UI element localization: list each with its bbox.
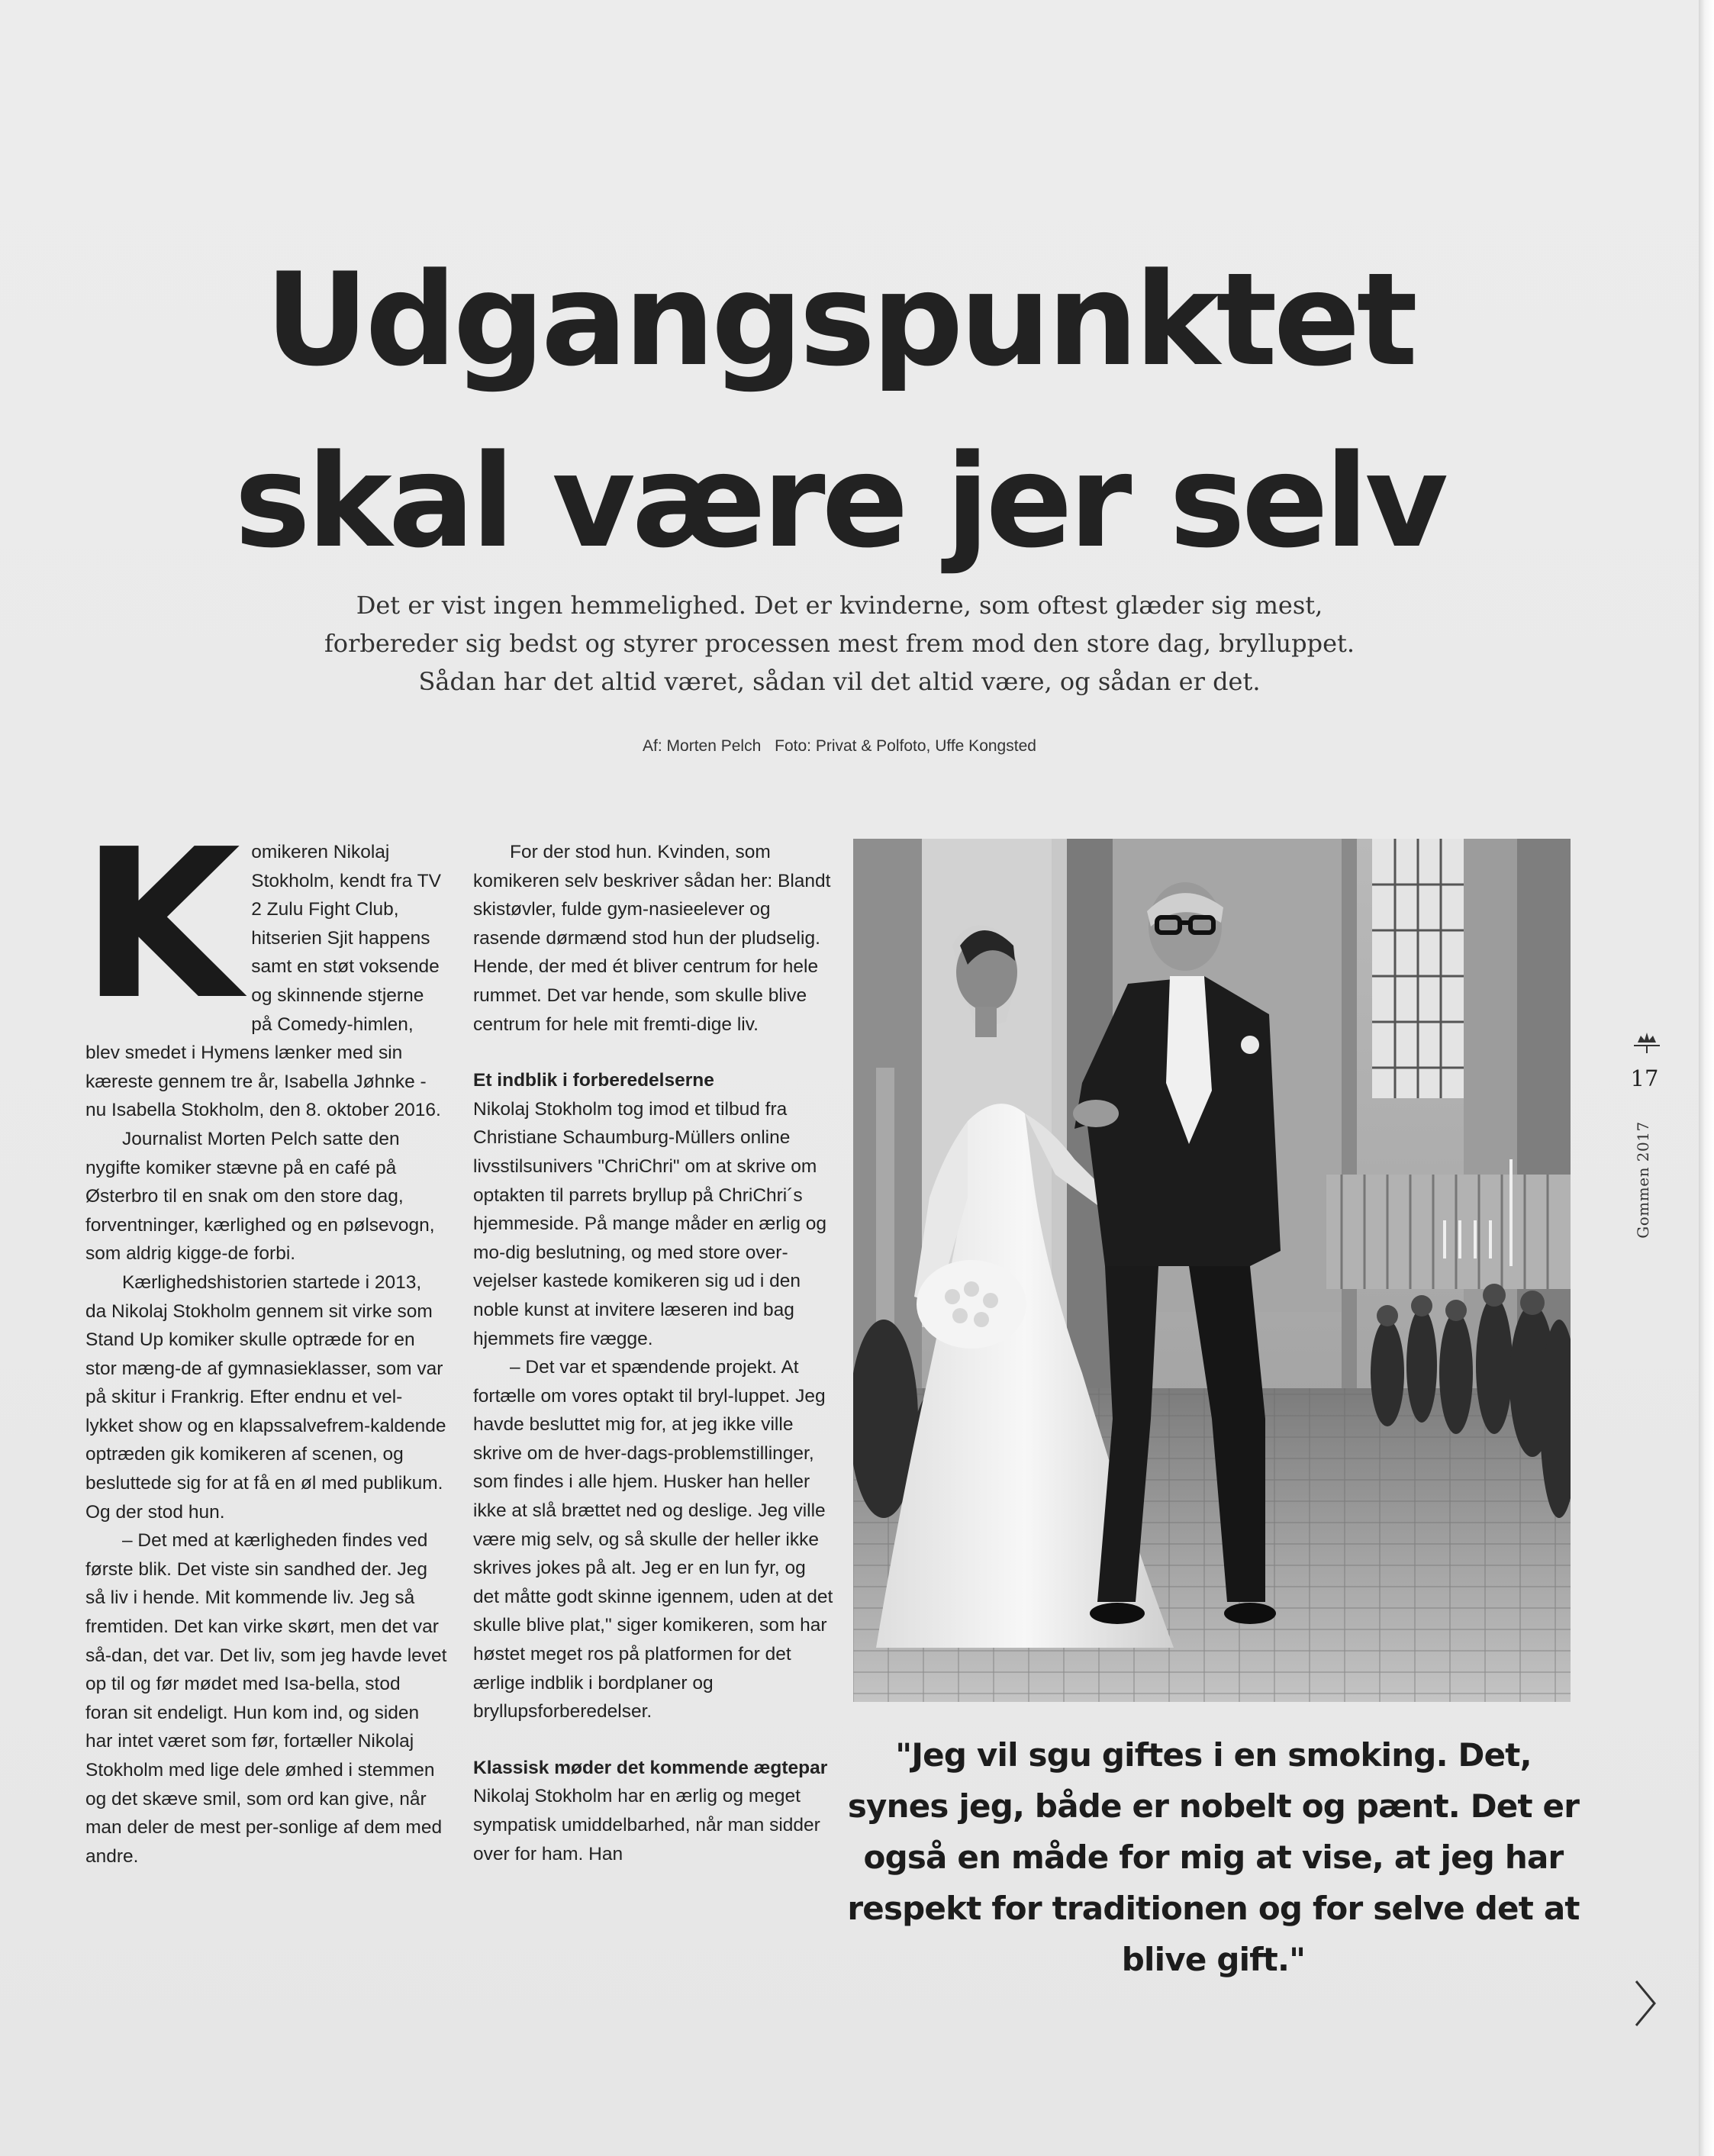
byline-author: Af: Morten Pelch	[643, 737, 762, 755]
wedding-photo	[853, 839, 1571, 1702]
body-paragraph: omikeren Nikolaj Stokholm, kendt fra TV 2 Zulu Fight Club, hitserien Sjit happens samt en støt voksende og skinnende stjerne på Comedy-himlen, blev smedet i Hymens lænker med sin kæreste gennem tre år, Isabella Jøhnke - nu Isabella Stokholm, den 8. oktober 2016.	[85, 842, 441, 1121]
subheading-classic: Klassisk møder det kommende ægtepar	[473, 1757, 828, 1778]
lead-line-3: Sådan har det altid været, sådan vil det altid være, og sådan er det.	[418, 667, 1261, 696]
pull-quote: "Jeg vil sgu giftes i en smoking. Det, synes jeg, både er nobelt og pænt. Det er også en måde for mig at vise, at jeg har respekt for traditionen og for selve det at blive gift."	[847, 1736, 1580, 1978]
headline-line-1: Udgangspunktet	[265, 245, 1414, 395]
text-column-2	[473, 838, 835, 1868]
page-edge	[1699, 0, 1714, 2156]
headline	[153, 229, 1526, 592]
body-paragraph: Kærlighedshistorien startede i 2013, da Nikolaj Stokholm gennem sit virke som Stand Up komiker skulle optræde for en stor mæng-de af gymnasieklasser, som var på skitur i Frankrig. Efter endnu et vel-lykket show og en klapssalvefrem-kaldende optræden gik komikeren af scenen, og besluttede sig for at få en øl med publikum. Og der stod hun.	[85, 1271, 446, 1523]
lead-line-1: Det er vist ingen hemmelighed. Det er kvinderne, som oftest glæder sig mest,	[356, 591, 1323, 620]
byline	[305, 737, 1374, 756]
body-paragraph: – Det var et spændende projekt. At fortælle om vores optakt til bryl-luppet. Jeg havde besluttet mig for, at jeg ikke ville skrive om de hver-dags-problemstillinger, som findes i alle hjem. Husker han heller ikke at slå brættet ned og deslige. Jeg ville være mig selv, og så skulle der heller ikke skrives jokes på alt. Jeg er en lun fyr, og det måtte godt skinne igennem, uden at det skulle blive plat," siger komikeren, som har høstet meget ros på platformen for det ærlige indblik i bordplaner og bryllupsforberedelser.	[473, 1357, 833, 1723]
byline-photo-credit: Foto: Privat & Polfoto, Uffe Kongsted	[775, 737, 1036, 755]
drop-cap: K	[81, 804, 241, 1045]
text-column-1	[81, 804, 447, 1871]
body-paragraph: – Det med at kærligheden findes ved første blik. Det viste sin sandhed der. Jeg så liv i hende. Mit kommende liv. Jeg så fremtiden. Det kan virke skørt, men det var så-dan, det var. Det liv, som jeg havde levet op til og før mødet med Isa-bella, stod foran sit endeligt. Hun kom ind, og siden har intet været som før, fortæller Nikolaj Stokholm med lige dele ømhed i stemmen og det skæve smil, som ord kan give, når man deler de mest per-sonlige af dem med andre.	[85, 1530, 447, 1867]
body-paragraph: For der stod hun. Kvinden, som komikeren selv beskriver sådan her: Blandt skistøvler, fulde gym-nasieelever og rasende dørmænd stod hun der pludselig. Hende, der med ét bliver centrum for hele rummet. Det var hende, som skulle blive centrum for hele mit fremti-dige liv.	[473, 842, 831, 1035]
subheading-preparations: Et indblik i forberedelserne	[473, 1070, 714, 1091]
body-paragraph: Nikolaj Stokholm har en ærlig og meget sympatisk umiddelbarhed, når man sidder over for ham. Han	[473, 1786, 820, 1864]
crown-icon	[1632, 1027, 1662, 1053]
chevron-right-icon[interactable]	[1632, 1977, 1659, 2030]
headline-line-2: skal være jer selv	[234, 427, 1445, 576]
page-number: 17	[1630, 1065, 1659, 1091]
body-paragraph: Nikolaj Stokholm tog imod et tilbud fra Christiane Schaumburg-Müllers online livsstilsunivers "ChriChri" om at skrive om optakten til parrets bryllup på ChriChri´s hjemmeside. På mange måder en ærlig og mo-dig beslutning, og med store over-vejelser kastede komikeren sig ud i den noble kunst at invitere læseren ind bag hjemmets fire vægge.	[473, 1098, 827, 1349]
body-paragraph: Journalist Morten Pelch satte den nygifte komiker stævne på en café på Østerbro til en snak om den store dag, forventninger, kærlighed og en pølsevogn, som aldrig kigge-de forbi.	[85, 1128, 435, 1265]
publication-label: Gommen 2017	[1634, 1121, 1652, 1239]
lead-paragraph	[229, 586, 1450, 701]
lead-line-2: forbereder sig bedst og styrer processen mest frem mod den store dag, brylluppet.	[324, 629, 1355, 658]
